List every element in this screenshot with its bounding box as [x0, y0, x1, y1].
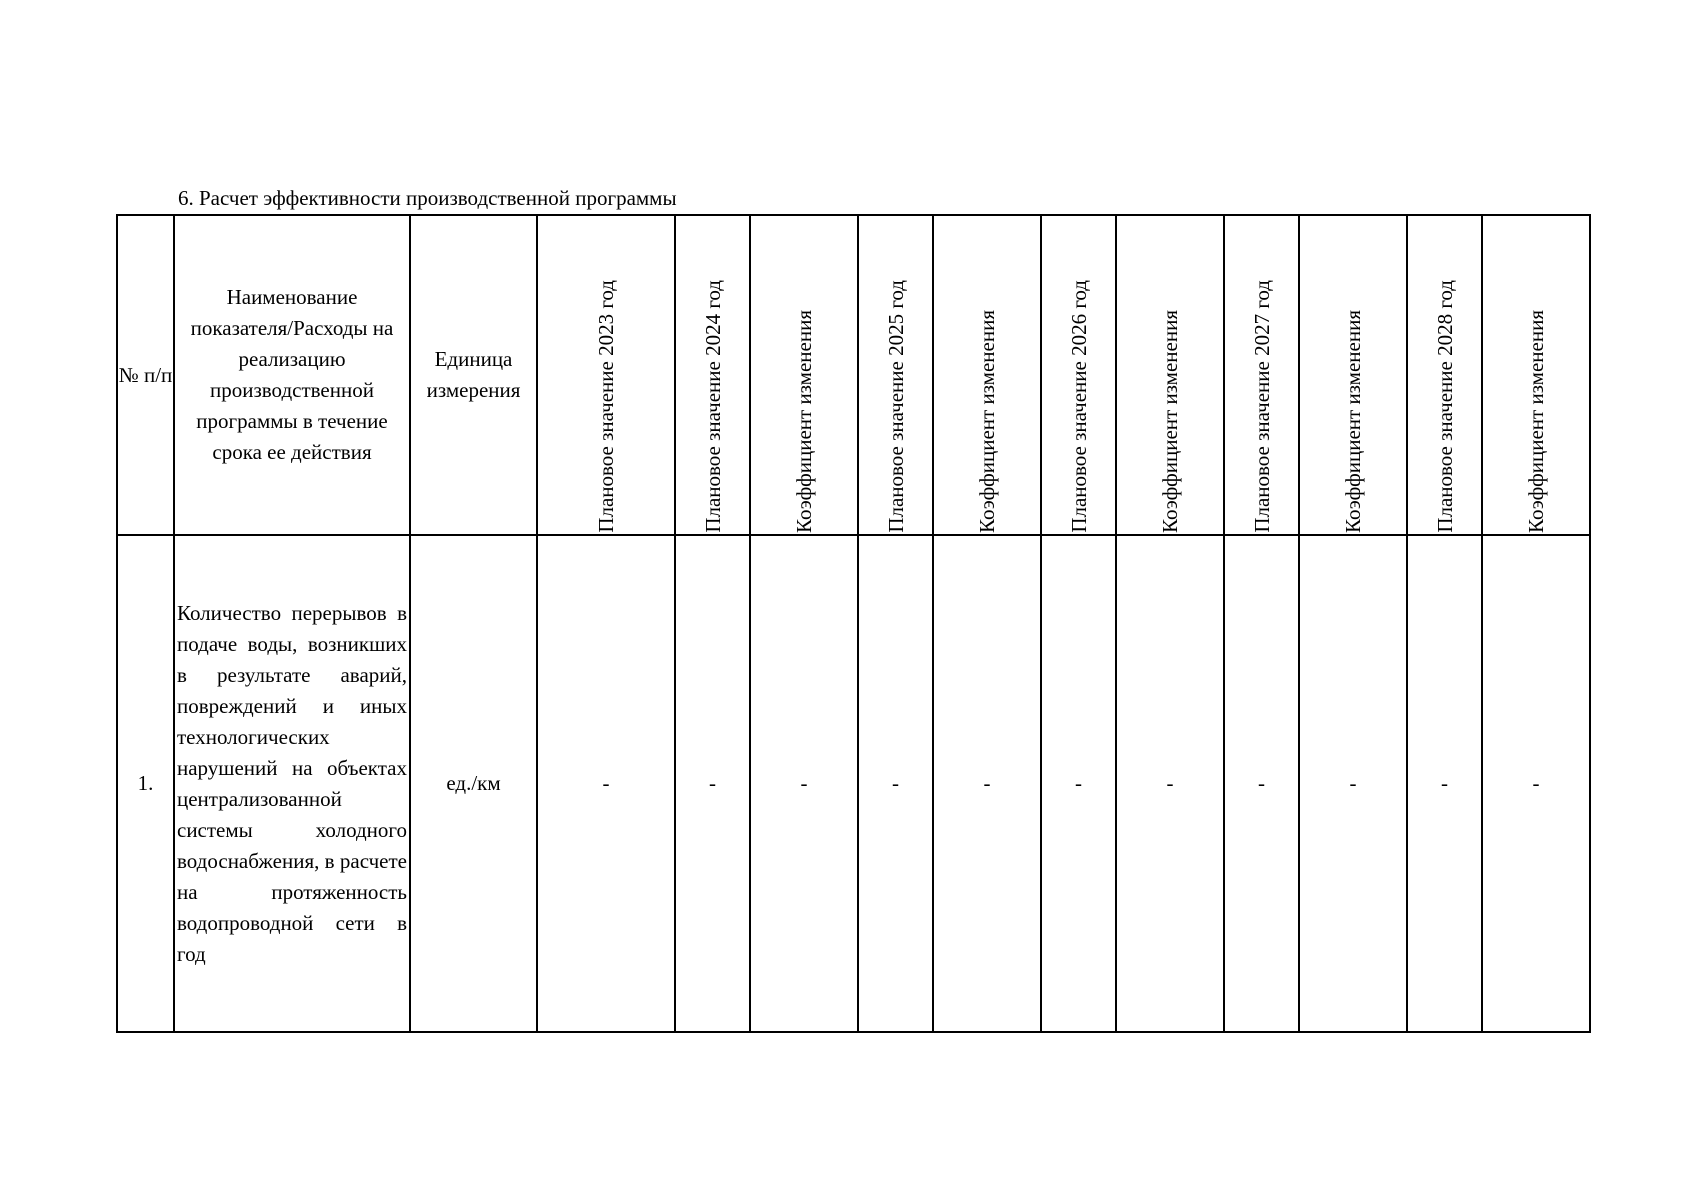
row-value: - [933, 535, 1041, 1032]
header-period-label: Коэффициент изменения [1158, 310, 1182, 533]
header-period [537, 215, 675, 535]
section-title: 6. Расчет эффективности производственной программы [178, 186, 677, 210]
header-period-label: Плановое значение 2024 год [700, 280, 725, 533]
header-period [1041, 215, 1116, 535]
header-period [750, 215, 858, 535]
header-period [1407, 215, 1482, 535]
row-value: - [1482, 535, 1590, 1032]
table-row [117, 535, 1590, 1032]
header-period-label: Плановое значение 2026 год [1066, 280, 1091, 533]
header-period-label: Коэффициент изменения [975, 310, 999, 533]
row-value: - [1299, 535, 1407, 1032]
header-period [1116, 215, 1224, 535]
header-period-label: Коэффициент изменения [792, 310, 816, 533]
header-name: Наименование показателя/Расходы на реализацию производственной программы в течение срока ее действия [174, 215, 410, 535]
row-value: - [1224, 535, 1299, 1032]
header-period-label: Плановое значение 2027 год [1249, 280, 1274, 533]
row-num: 1. [117, 535, 174, 1032]
header-period-label: Коэффициент изменения [1341, 310, 1365, 533]
header-period [933, 215, 1041, 535]
row-value: - [675, 535, 750, 1032]
row-value: - [858, 535, 933, 1032]
row-value: - [1041, 535, 1116, 1032]
header-period-label: Плановое значение 2028 год [1432, 280, 1457, 533]
row-name: Количество перерывов в подаче воды, возникших в результате аварий, повреждений и иных технологических нарушений на объектах централизованной системы холодного водоснабжения, в расчете на протяженность водопроводной сети в год [174, 535, 410, 1032]
row-unit: ед./км [410, 535, 537, 1032]
header-unit: Единица измерения [410, 215, 537, 535]
table-header-row [117, 215, 1590, 535]
row-value: - [1116, 535, 1224, 1032]
row-value: - [1407, 535, 1482, 1032]
header-num: № п/п [117, 215, 174, 535]
header-period-label: Плановое значение 2023 год [594, 280, 618, 533]
header-period-label: Плановое значение 2025 год [883, 280, 908, 533]
header-period [1299, 215, 1407, 535]
efficiency-table [116, 214, 1591, 1033]
header-period [1482, 215, 1590, 535]
row-value: - [750, 535, 858, 1032]
header-period [1224, 215, 1299, 535]
header-period-label: Коэффициент изменения [1524, 310, 1548, 533]
row-value: - [537, 535, 675, 1032]
header-period [675, 215, 750, 535]
header-period [858, 215, 933, 535]
